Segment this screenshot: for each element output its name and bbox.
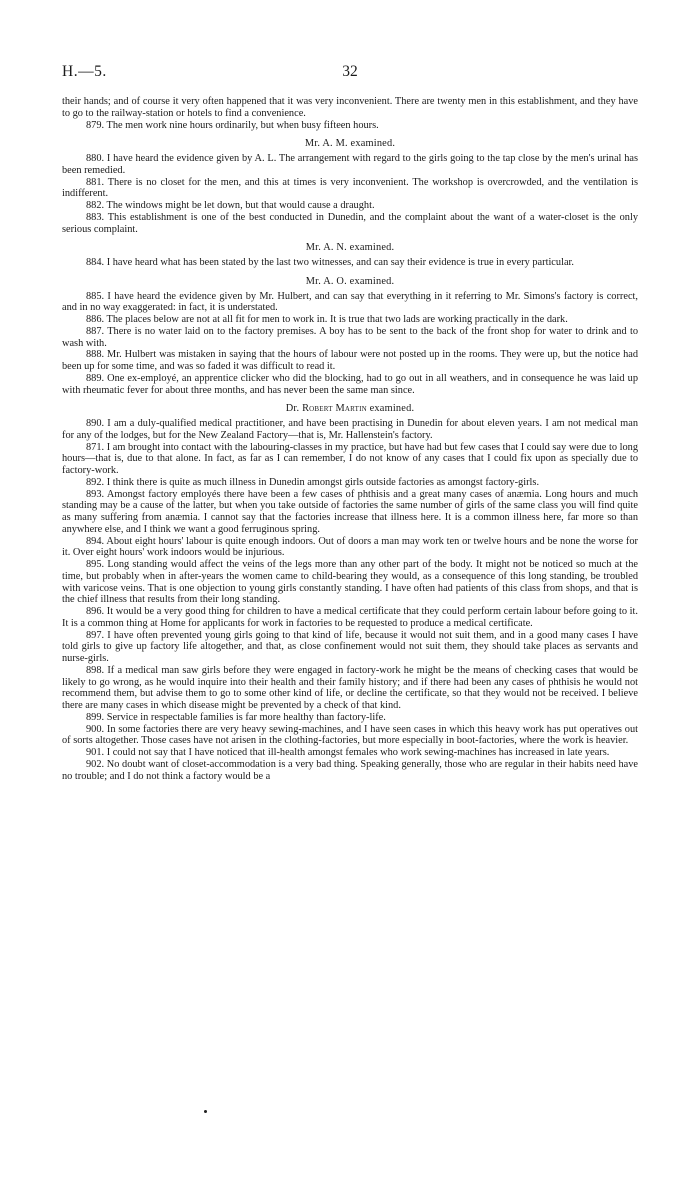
heading-title: Dr. <box>285 403 303 415</box>
stray-mark <box>204 1110 207 1113</box>
numbered-paragraph: 893. Amongst factory employés there have been a few cases of phthisis and a great many cases of anæmia. Long hours and much standing may be a cause of the latter, but when you take outside of factories the same number of girls of the same class you will find quite as many suffering from anæmia. I cannot say that the factories increase that illness here. It is a common illness here, far more so than anywhere else, and I think we want a good ferruginous spring. <box>62 488 638 535</box>
continued-paragraph: their hands; and of course it very often happened that it was very inconvenient. There are twenty men in this establishment, and they have to go to the railway-station or hotels to find a convenience. <box>62 96 638 119</box>
witness-heading: Mr. A. O. examined. <box>305 275 395 287</box>
numbered-paragraph: 882. The windows might be let down, but that would cause a draught. <box>86 200 375 211</box>
numbered-paragraph: 879. The men work nine hours ordinarily, but when busy fifteen hours. <box>86 119 379 131</box>
numbered-paragraph: 892. I think there is quite as much illness in Dunedin amongst girls outside factories as amongst factory-girls. <box>86 476 540 488</box>
numbered-paragraph: 890. I am a duly-qualified medical practitioner, and have been practising in Dunedin for about eleven years. I am not medical man for any of the lodges, but for the New Zealand Factory—that is, Mr. Hallenstein's factory. <box>62 418 638 441</box>
numbered-paragraph: 887. There is no water laid on to the factory premises. A boy has to be sent to the back of the front shop for water to drink and to wash with. <box>62 325 638 349</box>
witness-name: Robert Martin <box>302 403 367 415</box>
numbered-paragraph: 881. There is no closet for the men, and this at times is very inconvenient. The workshop is overcrowded, and the ventilation is indifferent. <box>62 176 638 200</box>
numbered-paragraph: 897. I have often prevented young girls going to that kind of life, because it would not suit them, and in a good many cases I have told girls to give up factory life altogether, and that, as close confinement would not suit them, they should take places as servants and nurse-girls. <box>62 629 638 664</box>
witness-heading: Mr. A. N. examined. <box>305 242 395 254</box>
numbered-paragraph: 884. I have heard what has been stated by the last two witnesses, and can say their evidence is true in every particular. <box>86 257 574 268</box>
page-number: 32 <box>342 63 358 80</box>
page-header <box>62 63 638 83</box>
numbered-paragraph: 894. About eight hours' labour is quite enough indoors. Out of doors a man may work ten or twelve hours and be none the worse for it. Over eight hours' work indoors would be injurious. <box>62 535 638 559</box>
numbered-paragraph: 880. I have heard the evidence given by A. L. The arrangement with regard to the girls going to the tap close by the men's urinal has been remedied. <box>62 153 638 176</box>
numbered-paragraph: 871. I am brought into contact with the labouring-classes in my practice, but have had but few cases that I could say were due to long hours—that is, due to that alone. In fact, as far as I can remember, I do not know of any cases that I could fix upon as specially due to factory-work. <box>62 441 638 476</box>
numbered-paragraph: 902. No doubt want of closet-accommodation is a very bad thing. Speaking generally, those who are regular in their habits need have no trouble; and I do not think a factory would be a <box>62 758 638 782</box>
numbered-paragraph: 889. One ex-employé, an apprentice clicker who did the blocking, had to go out in all weathers, and in consequence he was laid up with rheumatic fever for about three months, and has never been the same man since. <box>62 372 638 396</box>
witness-heading: Mr. A. M. examined. <box>304 138 396 150</box>
numbered-paragraph: 898. If a medical man saw girls before they were engaged in factory-work he might be the means of checking cases that would be likely to go wrong, as he would inquire into their health and their family history; and if there had been any cases of phthisis he would not recommend them, but advise them to go to some other kind of life, or decline the certificate, so that they would not be received. I believe there are many cases in which disease might be prevented by a check of that kind. <box>62 664 638 711</box>
numbered-paragraph: 901. I could not say that I have noticed that ill-health amongst females who work sewing-machines has increased in late years. <box>86 747 610 758</box>
numbered-paragraph: 900. In some factories there are very heavy sewing-machines, and I have seen cases in which this heavy work has put operatives out of sorts altogether. Those cases have not arisen in the clothing-factories, but more especially in boot-factories, where the work is heavier. <box>62 723 638 747</box>
document-body <box>62 96 638 782</box>
numbered-paragraph: 899. Service in respectable families is far more healthy than factory-life. <box>86 711 386 723</box>
witness-heading <box>62 403 638 415</box>
numbered-paragraph: 886. The places below are not at all fit for men to work in. It is true that two lads are working practically in the dark. <box>86 314 568 325</box>
numbered-paragraph: 885. I have heard the evidence given by Mr. Hulbert, and can say that everything in it referring to Mr. Simons's factory is correct, and in no way exaggerated: in fact, it is understated. <box>62 290 638 314</box>
numbered-paragraph: 895. Long standing would affect the veins of the legs more than any other part of the body. It might not be noticed so much at the time, but probably when in after-years the women came to child-bearing they would, as a consequence of this long standing, be troubled with varicose veins. That is one objection to young girls constantly standing. I have often had patients of this class from shops, and that is the chief illness that results from their long standing. <box>62 559 638 606</box>
numbered-paragraph: 883. This establishment is one of the best conducted in Dunedin, and the complaint about the want of a water-closet is the only serious complaint. <box>62 211 638 235</box>
numbered-paragraph: 896. It would be a very good thing for children to have a medical certificate that they could perform certain labour before going to it. It is a common thing at Home for applicants for work in factories to be requested to produce a medical certificate. <box>62 606 638 629</box>
heading-suffix: examined. <box>366 403 415 415</box>
numbered-paragraph: 888. Mr. Hulbert was mistaken in saying that the hours of labour were not posted up in the rooms. They were up, but the notice had been up for some time, and was so faded it was difficult to read it. <box>62 349 638 372</box>
document-reference: H.—5. <box>62 63 107 80</box>
